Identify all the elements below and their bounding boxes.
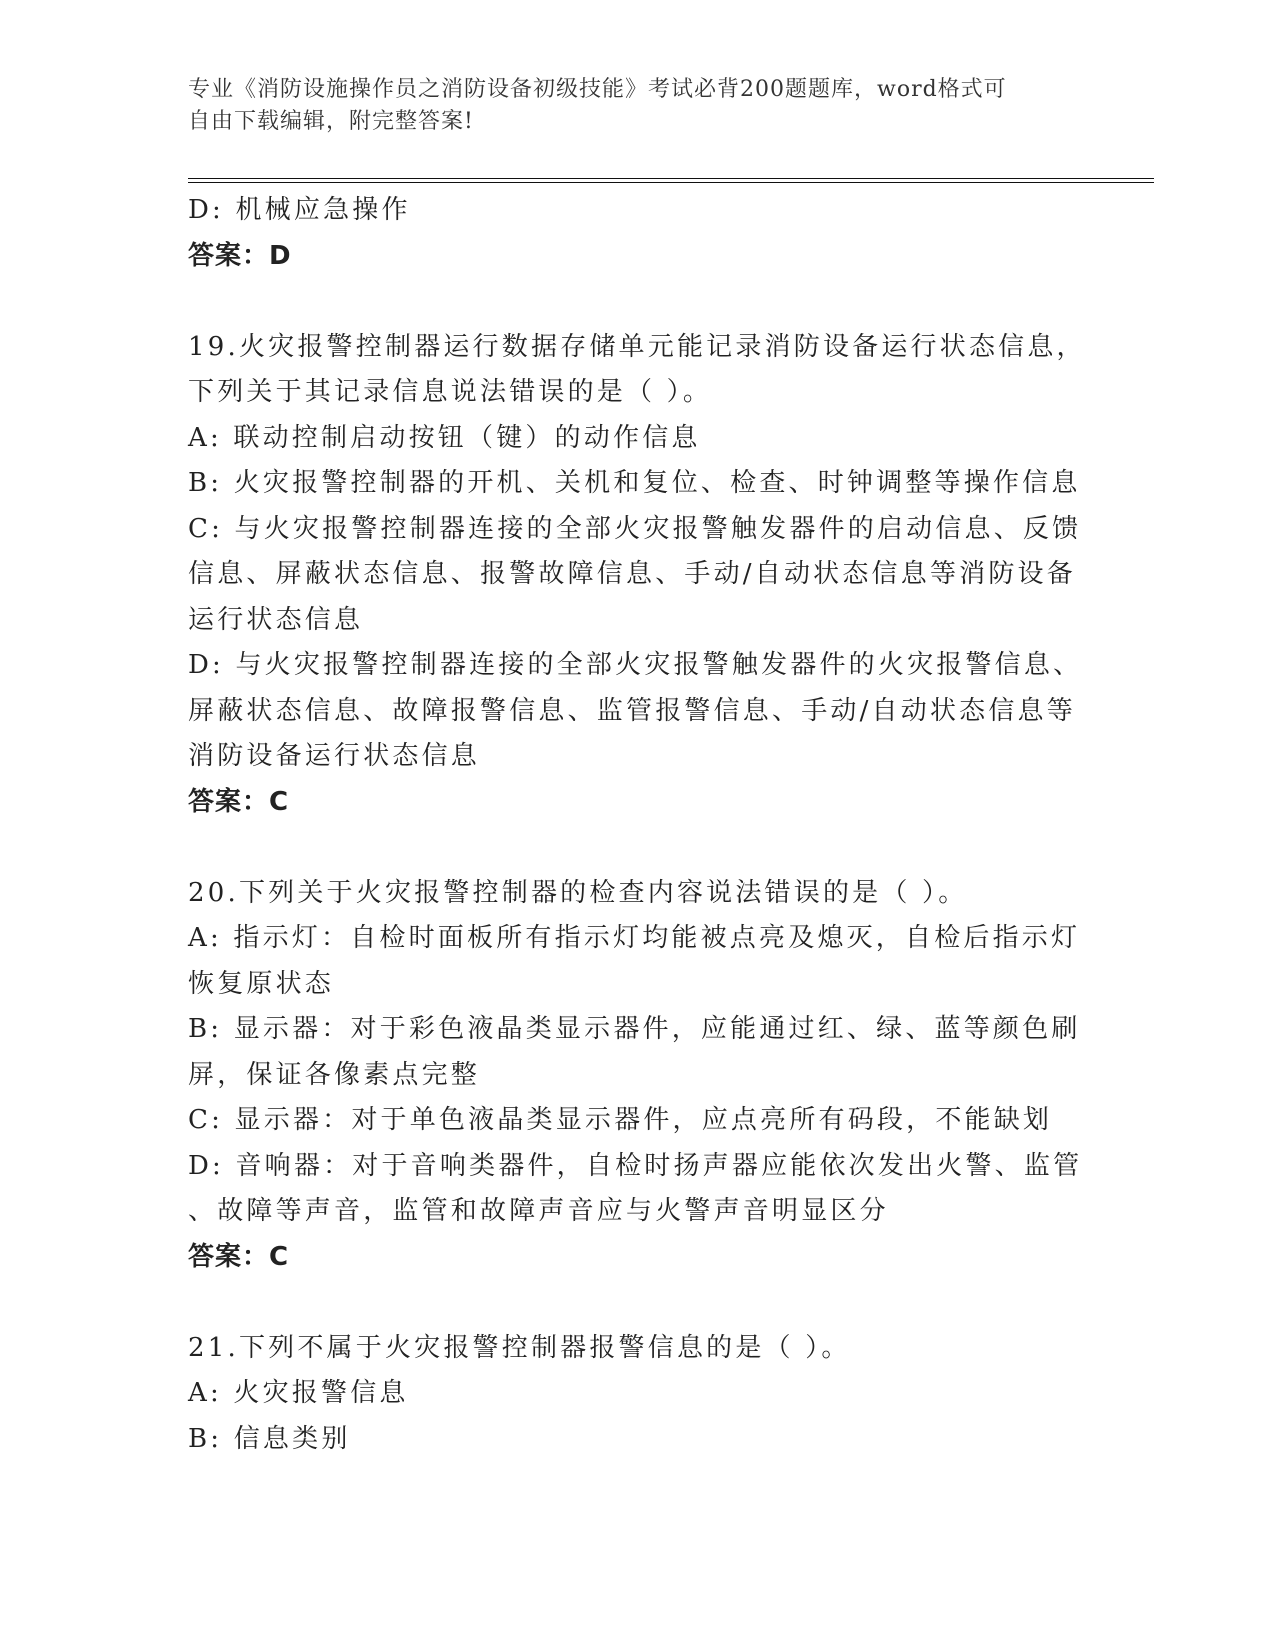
spacer — [188, 1280, 1088, 1326]
option-b: B: 信息类别 — [188, 1423, 351, 1454]
option-a: A: 联动控制启动按钮（键）的动作信息 — [188, 422, 701, 453]
question-21 — [188, 1326, 1088, 1463]
option-a: A: 火灾报警信息 — [188, 1378, 409, 1408]
option-d-cont: 、故障等声音，监管和故障声音应与火警声音明显区分 — [188, 1196, 889, 1226]
option-c-cont: 信息、屏蔽状态信息、报警故障信息、手动/自动状态信息等消防设备 — [188, 559, 1076, 589]
answer: 答案：D — [188, 240, 292, 271]
header-divider-bottom — [188, 182, 1154, 183]
header-line-2: 自由下载编辑，附完整答案! — [188, 109, 474, 134]
option-d-cont: 屏蔽状态信息、故障报警信息、监管报警信息、手动/自动状态信息等 — [188, 695, 1076, 726]
option-d-cont: 消防设备运行状态信息 — [188, 741, 481, 771]
option-d: D: 机械应急操作 — [188, 195, 411, 225]
document-body — [188, 188, 1088, 1462]
question-19 — [188, 325, 1088, 826]
option-b: B: 火灾报警控制器的开机、关机和复位、检查、时钟调整等操作信息 — [188, 468, 1081, 498]
question-stem: 19.火灾报警控制器运行数据存储单元能记录消防设备运行状态信息， — [188, 331, 1086, 362]
spacer — [188, 825, 1088, 871]
question-stem-cont: 下列关于其记录信息说法错误的是（ ）。 — [188, 377, 713, 407]
question-stem: 21.下列不属于火灾报警控制器报警信息的是（ ）。 — [188, 1332, 851, 1363]
option-b-cont: 屏，保证各像素点完整 — [188, 1059, 481, 1090]
question-18-tail — [188, 188, 1088, 279]
option-c-cont: 运行状态信息 — [188, 604, 364, 635]
option-d: D: 音响器：对于音响类器件，自检时扬声器应能依次发出火警、监管 — [188, 1150, 1083, 1181]
option-a-cont: 恢复原状态 — [188, 968, 335, 999]
option-d: D: 与火灾报警控制器连接的全部火灾报警触发器件的火灾报警信息、 — [188, 650, 1083, 680]
option-c: C: 与火灾报警控制器连接的全部火灾报警触发器件的启动信息、反馈 — [188, 513, 1082, 544]
option-a: A: 指示灯：自检时面板所有指示灯均能被点亮及熄灭，自检后指示灯 — [188, 923, 1081, 953]
document-header — [188, 74, 1088, 138]
option-b: B: 显示器：对于彩色液晶类显示器件，应能通过红、绿、蓝等颜色刷 — [188, 1014, 1081, 1044]
header-line-1: 专业《消防设施操作员之消防设备初级技能》考试必背200题题库，word格式可 — [188, 77, 1007, 102]
answer: 答案：C — [188, 786, 290, 817]
answer: 答案：C — [188, 1241, 290, 1272]
header-divider-top — [188, 178, 1154, 179]
option-c: C: 显示器：对于单色液晶类显示器件，应点亮所有码段，不能缺划 — [188, 1105, 1053, 1135]
question-stem: 20.下列关于火灾报警控制器的检查内容说法错误的是（ ）。 — [188, 877, 968, 908]
spacer — [188, 279, 1088, 325]
question-20 — [188, 871, 1088, 1281]
